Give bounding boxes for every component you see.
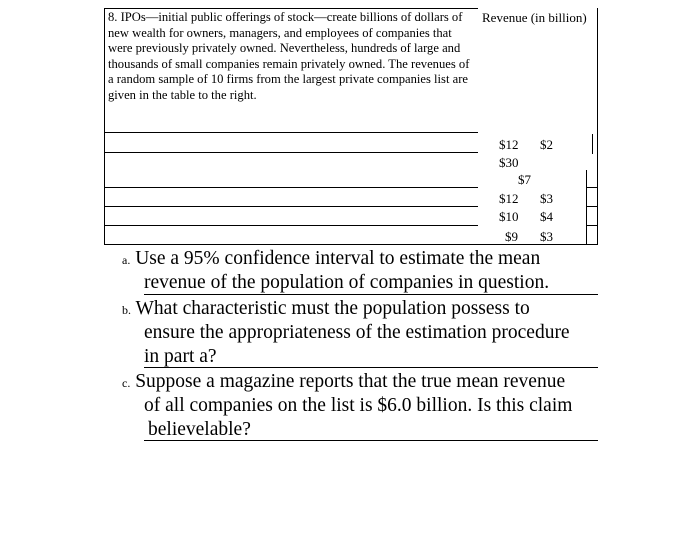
revenue-value: $2	[540, 137, 553, 152]
question-b-label: b.	[122, 303, 131, 317]
row-line	[104, 225, 478, 226]
question-a-text: Use a 95% confidence interval to estimate the mean	[135, 248, 541, 269]
revenue-value: $12	[499, 137, 519, 152]
row-line	[104, 152, 478, 153]
text-cell-bottom	[104, 132, 478, 133]
answer-underline	[144, 440, 598, 441]
table-left-border	[104, 8, 105, 245]
question-c-line3: believelable?	[148, 419, 251, 440]
revenue-value: $10	[499, 209, 519, 224]
row-line	[104, 187, 478, 188]
cell-tick	[592, 134, 593, 154]
revenue-header: Revenue (in billion)	[482, 10, 587, 25]
question-c-text: Suppose a magazine reports that the true mean revenue	[135, 371, 566, 392]
question-a-label: a.	[122, 253, 131, 267]
revenue-value: $3	[540, 191, 553, 206]
table-right-border	[597, 8, 598, 245]
cell-tick	[586, 170, 587, 244]
question-c-label: c.	[122, 376, 131, 390]
table-top-border	[104, 8, 478, 9]
cell-tick	[586, 225, 597, 226]
question-c-line1	[122, 370, 565, 395]
revenue-value: $12	[499, 191, 519, 206]
question-a-line2: revenue of the population of companies in question.	[144, 272, 550, 293]
question-a-line1	[122, 247, 540, 272]
question-b-line1	[122, 297, 530, 322]
question-b-line2: ensure the appropriateness of the estimation procedure	[144, 322, 570, 343]
answer-underline	[144, 294, 598, 295]
revenue-value: $9	[505, 229, 518, 244]
table-bottom-border	[104, 244, 598, 245]
answer-underline	[144, 367, 598, 368]
problem-intro: 8. IPOs—initial public offerings of stock—create billions of dollars of new wealth for owners, managers, and employees of companies that were previously privately owned. Nevertheless, hundreds of large and thousands of small companies remain privately owned. The revenues of a random sample of 10 firms from the largest private companies list are given in the table to the right.	[108, 10, 470, 102]
question-c-line2: of all companies on the list is $6.0 billion. Is this claim	[144, 395, 573, 416]
cell-tick	[586, 206, 597, 207]
question-b-line3: in part a?	[144, 346, 217, 367]
cell-tick	[586, 187, 597, 188]
revenue-value: $4	[540, 209, 553, 224]
revenue-value: $3	[540, 229, 553, 244]
revenue-value: $30	[499, 155, 519, 170]
question-b-text: What characteristic must the population possess to	[135, 298, 530, 319]
revenue-value: $7	[518, 172, 531, 187]
row-line	[104, 206, 478, 207]
